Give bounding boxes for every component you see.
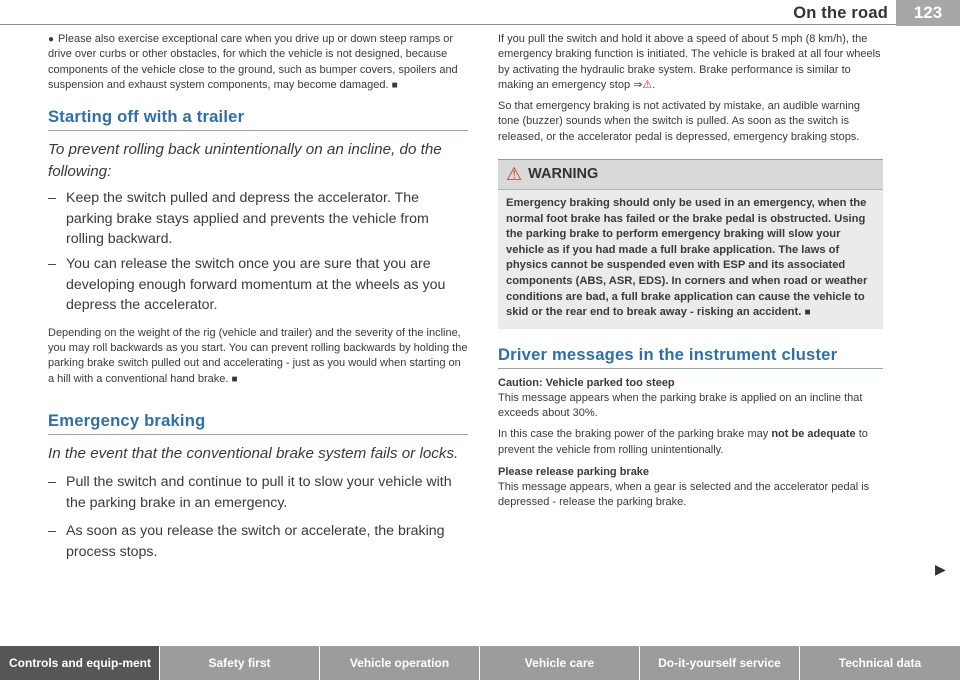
tab-do-it-yourself[interactable]: Do-it-yourself service: [640, 646, 800, 680]
intro-bullet: ● Please also exercise exceptional care when you drive up or down steep ramps or drive over curbs or other obstacles, for which the vehicle is not designed, because components of the vehicle close to the ground, such as bumper covers, spoilers and suspension and exhaust system components, may become damaged. ■: [48, 33, 458, 91]
warning-box: [498, 159, 883, 329]
left-column: [48, 32, 468, 567]
right-column: [498, 32, 883, 517]
emergency-para-2: So that emergency braking is not activated by mistake, an audible warning tone (buzzer) sounds when the switch is pulled. As soon as the switch is released, or the accelerator pedal is depressed, emergency braking stops.: [498, 100, 860, 143]
trailer-note: Depending on the weight of the rig (vehicle and trailer) and the severity of the incline, you may roll backwards as you start. You can prevent rolling backwards by holding the parking brake switch pulled out and accelerating - just as you would when starting on a hill with a conventional hand brake. ■: [48, 326, 468, 385]
parked-steep-para-1: This message appears when the parking brake is applied on an incline that exceeds about 30%.: [498, 391, 863, 420]
trailer-step-1: – Keep the switch pulled and depress the accelerator. The parking brake stays applied and prevents the vehicle from rolling backward.: [48, 188, 468, 249]
emergency-para-1: If you pull the switch and hold it above a speed of about 5 mph (8 km/h), the emergency braking function is initiated. The vehicle is braked at all four wheels by activating the hydraulic brake system. Brake performance is similar to making an emergency stop ⇒⚠.: [498, 33, 881, 91]
page-number: 123: [896, 0, 960, 26]
footer-nav: [0, 646, 960, 680]
end-mark-icon: ■: [231, 373, 238, 385]
heading-emergency-braking: Emergency braking: [48, 411, 468, 435]
tab-vehicle-operation[interactable]: Vehicle operation: [320, 646, 480, 680]
subheading-parked-too-steep: Caution: Vehicle parked too steep: [498, 376, 675, 389]
continue-arrow-icon: ▶: [935, 561, 946, 577]
heading-starting-off-trailer: Starting off with a trailer: [48, 107, 468, 131]
tab-vehicle-care[interactable]: Vehicle care: [480, 646, 640, 680]
warning-body: Emergency braking should only be used in an emergency, when the normal foot brake has failed or the brake pedal is obstructed. Using the parking brake to perform emergency braking will slow your vehicle as if you had made a full brake application. The laws of physics cannot be suspended even with ESP and its associated components (ABS, ASR, EDS). In corners and when road or weather conditions are bad, a full brake application can cause the vehicle to skid or the rear end to break away - risking an accident. ■: [506, 197, 868, 319]
warning-triangle-icon: ⚠: [642, 78, 653, 91]
emergency-step-1: – Pull the switch and continue to pull it to slow your vehicle with the parking brake in an emergency.: [48, 472, 468, 513]
end-mark-icon: ■: [804, 307, 811, 319]
release-brake-para: This message appears, when a gear is selected and the accelerator pedal is depressed - release the parking brake.: [498, 481, 870, 509]
trailer-step-2: – You can release the switch once you are sure that you are developing enough forward momentum at the wheels as you depress the accelerator.: [48, 254, 468, 315]
tab-safety-first[interactable]: Safety first: [160, 646, 320, 680]
tab-controls-equipment[interactable]: Controls and equip-ment: [0, 646, 160, 680]
warning-header: ⚠ WARNING: [498, 160, 883, 190]
subheading-release-parking-brake: Please release parking brake: [498, 466, 650, 479]
header-rule: [0, 24, 896, 25]
tab-technical-data[interactable]: Technical data: [800, 646, 960, 680]
arrow-right-icon: ⇒: [633, 78, 643, 91]
section-title: On the road: [793, 4, 888, 22]
warning-triangle-icon: ⚠: [506, 164, 523, 185]
emergency-step-2: – As soon as you release the switch or accelerate, the braking process stops.: [48, 521, 468, 562]
emergency-intro: In the event that the conventional brake system fails or locks.: [48, 444, 459, 462]
heading-driver-messages: Driver messages in the instrument cluster: [498, 345, 883, 369]
bullet-icon: ●: [48, 34, 55, 45]
end-mark-icon: ■: [391, 79, 398, 91]
parked-steep-para-2: In this case the braking power of the parking brake may not be adequate to prevent the vehicle from rolling unintentionally.: [498, 428, 868, 456]
trailer-intro: To prevent rolling back unintentionally on an incline, do the following:: [48, 141, 442, 180]
